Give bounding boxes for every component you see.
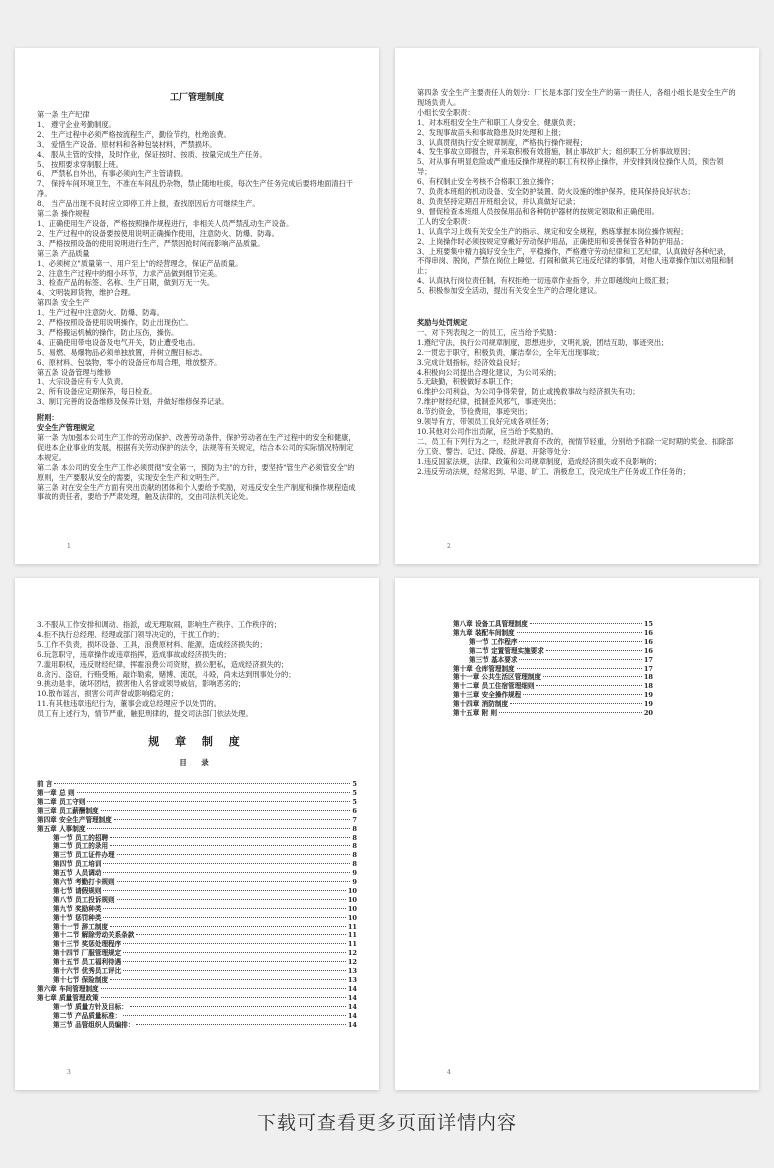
toc-entry-label: 第十四章 消防制度 xyxy=(453,700,509,709)
text-line: 6.玩忽职守，违章操作或违章指挥，造成事故或经济损失的； xyxy=(37,649,231,659)
toc-entry-page: 20 xyxy=(643,709,653,718)
toc-leader-dots xyxy=(110,979,346,980)
toc-entry[interactable] xyxy=(37,780,357,789)
download-more-footer: 下载可查看更多页面详情内容 xyxy=(256,1112,517,1134)
toc-entry-label: 第三节 员工证件办理 xyxy=(53,851,115,860)
toc-entry-page: 5 xyxy=(352,797,357,806)
text-line: 3、上班要集中精力搞好安全生产，平稳操作，严格遵守劳动纪律和工艺纪律，认真做好各种纪录，不得串岗、脱岗，严禁在岗位上睡觉、打闹和做其它违反纪律的事情，对他人违章操作加以劝阻和制止； xyxy=(417,246,734,276)
toc-leader-dots xyxy=(101,997,346,998)
toc-entry-page: 14 xyxy=(347,984,357,993)
text-line: 1、对本班组安全生产和职工人身安全、健康负责； xyxy=(417,117,580,127)
text-line: 2.一贯忠于职守，积极负责，廉洁奉公，全年无出现事故； xyxy=(417,347,604,357)
toc-entry-page: 16 xyxy=(643,646,653,655)
toc-entry-label: 第一节 工作程序 xyxy=(469,637,518,646)
text-line: 1.违反国家法规，法律、政策和公司规章制度，造成经济损失或不良影响的； xyxy=(417,456,662,466)
toc-entry-label: 第六章 车间管理制度 xyxy=(37,984,99,993)
text-line: 1、大宗设备应有专人负责。 xyxy=(37,377,128,387)
toc-entry-label: 第十二节 解除劳动关系条款 xyxy=(53,931,135,940)
appendix-label: 附则： xyxy=(37,413,59,423)
toc-entry-page: 16 xyxy=(643,628,653,637)
toc-leader-dots xyxy=(123,970,346,971)
toc-leader-dots xyxy=(87,828,350,829)
toc-entry[interactable] xyxy=(37,994,357,1003)
toc-entry[interactable] xyxy=(453,682,653,691)
toc-entry-label: 第十四节 厂服管理规定 xyxy=(53,949,122,958)
appendix-title: 安全生产管理规定 xyxy=(37,423,95,433)
toc-entry-label: 第五章 人事制度 xyxy=(37,824,86,833)
toc-entry[interactable] xyxy=(453,647,653,656)
toc-entry[interactable] xyxy=(37,825,357,834)
toc-entry-label: 前 言 xyxy=(37,780,53,789)
toc-leader-dots xyxy=(103,908,345,909)
table-of-contents xyxy=(453,620,653,718)
toc-entry-page: 10 xyxy=(347,904,357,913)
text-line: 第一条 为加强本公司生产工作的劳动保护、改善劳动条件，保护劳动者在生产过程中的安全和健康，促进本企业事业的发展，根据有关劳动保护的法令，法规等有关规定，结合本公司的实际情况特制定本规定。 xyxy=(37,433,356,462)
toc-entry-label: 第十六节 优秀员工评比 xyxy=(53,967,122,976)
toc-leader-dots xyxy=(114,819,351,820)
page-title: 工厂管理制度 xyxy=(169,93,224,103)
text-line: 第三条 产品质量 xyxy=(37,248,90,258)
reward-title: 奖励与处罚规定 xyxy=(417,318,468,328)
text-line: 9、督促检查本班组人员按保用品和各种防护器材的按规定领取和正确使用。 xyxy=(417,206,659,216)
toc-leader-dots xyxy=(510,703,642,704)
text-line: 1、认真学习上级有关安全生产的指示、规定和安全规程，熟练掌握本岗位操作规程； xyxy=(417,226,688,236)
text-line: 2、注意生产过程中的细小环节，力求产品做到细节完美。 xyxy=(37,268,222,278)
text-line: 1、必须树立"质量第一、用户至上"的经营理念，保证产品质量。 xyxy=(37,258,243,268)
toc-entry-page: 8 xyxy=(352,851,357,860)
toc-entry-page: 5 xyxy=(352,780,357,789)
page-number: 3 xyxy=(67,1069,71,1076)
toc-leader-dots xyxy=(499,712,642,713)
text-line: 一、对下列表现之一的员工，应当给予奖励： xyxy=(417,327,561,337)
toc-leader-dots xyxy=(117,881,351,882)
toc-leader-dots xyxy=(101,810,351,811)
text-line: 1、正确使用生产设备，严格按照操作规程进行，非相关人员严禁乱动生产设备。 xyxy=(37,218,294,228)
toc-entry[interactable] xyxy=(37,807,357,816)
toc-entry-page: 16 xyxy=(643,637,653,646)
toc-entry-label: 第十五节 员工福利待遇 xyxy=(53,958,122,967)
text-line: 3、严格搬运机械的操作，防止压伤，操伤。 xyxy=(37,327,179,337)
toc-entry-page: 5 xyxy=(352,788,357,797)
toc-entry[interactable] xyxy=(37,967,357,976)
toc-entry-label: 第九节 奖励种类 xyxy=(53,904,102,913)
toc-entry[interactable] xyxy=(453,638,653,647)
toc-entry-page: 12 xyxy=(347,958,357,967)
toc-entry[interactable] xyxy=(37,842,357,851)
text-line: 第三条 对在安全生产方面有突出贡献的团体和个人要给予奖励，对违反安全生产制度和操作规程造成事故的责任者，要给予严肃处理，触及法律的，交由司法机关论处。 xyxy=(37,482,356,502)
toc-entry-label: 第十五章 附 则 xyxy=(453,709,498,718)
toc-entry-page: 7 xyxy=(352,815,357,824)
text-line: 2、严格按照设备使用说明操作，防止出现伤亡。 xyxy=(37,318,193,328)
toc-entry-page: 13 xyxy=(347,967,357,976)
page-number: 4 xyxy=(447,1069,451,1076)
document-page-4 xyxy=(395,578,759,1090)
text-line: 第四条 安全生产主要责任人的划分：厂长是本部门安全生产的第一责任人，各组小组长是安全生产的现场负责人。 xyxy=(417,88,736,107)
toc-entry-page: 8 xyxy=(352,842,357,851)
toc-entry-page: 19 xyxy=(643,691,653,700)
toc-entry[interactable] xyxy=(453,709,653,718)
toc-entry-page: 15 xyxy=(643,620,653,628)
toc-entry[interactable] xyxy=(37,798,357,807)
toc-subtitle: 目 录 xyxy=(179,758,215,768)
toc-entry[interactable] xyxy=(453,656,653,665)
toc-leader-dots xyxy=(130,1006,346,1007)
toc-entry-label: 第四节 员工培训 xyxy=(53,860,102,869)
text-line: 4.拒不执行总经理、经理或部门领导决定的，干扰工作的； xyxy=(37,629,224,639)
toc-leader-dots xyxy=(54,783,350,784)
text-line: 员工有上述行为，情节严重，触犯刑律的，提交司法部门依法处理。 xyxy=(37,709,253,719)
toc-entry[interactable] xyxy=(37,985,357,994)
text-line: 1、生产过程中注意防火、防爆、防毒。 xyxy=(37,308,164,318)
text-line: 3、认真贯彻执行安全规章制度，严格执行操作规程； xyxy=(417,137,587,147)
text-line: 6、有权制止安全考核不合格职工独立操作； xyxy=(417,177,559,187)
toc-entry-label: 第五节 人员调动 xyxy=(53,869,102,878)
toc-leader-dots xyxy=(87,801,350,802)
toc-leader-dots xyxy=(103,872,350,873)
toc-leader-dots xyxy=(123,943,346,944)
toc-entry-label: 第三节 基本要求 xyxy=(469,655,518,664)
text-line: 2、发现事故苗头和事故隐患及时处理和上报； xyxy=(417,127,566,137)
text-line: 第四条 安全生产 xyxy=(37,298,90,308)
toc-leader-dots xyxy=(123,1015,346,1016)
toc-entry-page: 17 xyxy=(643,655,653,664)
toc-entry-page: 11 xyxy=(347,931,357,940)
toc-entry-label: 第一节 质量方针及目标： xyxy=(53,1002,128,1011)
toc-entry-page: 14 xyxy=(347,1011,357,1020)
text-line: 1、 遵守企业考勤制度。 xyxy=(37,119,116,129)
text-line: 2、生产过程中的设备要按使用说明正确操作使用，注意防火、防爆、防毒。 xyxy=(37,228,279,238)
document-page-3 xyxy=(15,578,379,1090)
toc-entry[interactable] xyxy=(453,629,653,638)
page2-body-b xyxy=(417,328,737,477)
toc-entry-page: 8 xyxy=(352,833,357,842)
text-line: 3.不服从工作安排和调动、指派，或无理取闹，影响生产秩序、工作秩序的； xyxy=(37,620,282,629)
document-page-1 xyxy=(15,48,379,564)
toc-entry-page: 14 xyxy=(347,1002,357,1011)
page2-body-a xyxy=(417,88,737,296)
toc-entry[interactable] xyxy=(37,958,357,967)
toc-leader-dots xyxy=(530,623,642,624)
toc-entry-label: 第三节 品管组织人员编排： xyxy=(53,1020,135,1029)
text-line: 5、 按照要求穿制服上班。 xyxy=(37,159,123,169)
text-line: 4.积极向公司提出合理化建议，为公司采纳； xyxy=(417,367,561,377)
text-line: 6、 严禁私自外出，有事必须向生产主管请假。 xyxy=(37,169,188,179)
text-line: 第五条 设备管理与维修 xyxy=(37,367,112,377)
toc-leader-dots xyxy=(543,676,642,677)
toc-entry-label: 第八章 设备工具管理制度 xyxy=(453,620,528,628)
toc-entry-page: 12 xyxy=(347,949,357,958)
toc-entry-page: 8 xyxy=(352,824,357,833)
toc-leader-dots xyxy=(77,792,351,793)
text-line: 5.工作不负责，损坏设备、工具，浪费原材料、能源，造成经济损失的； xyxy=(37,639,267,649)
text-line: 10.散布谣言，损害公司声誉或影响稳定的； xyxy=(37,689,178,699)
toc-entry-page: 18 xyxy=(643,682,653,691)
text-line: 2、所有设备应定期保养，每日检查。 xyxy=(37,387,157,397)
toc-entry[interactable] xyxy=(37,789,357,798)
text-line: 1.遵纪守法，执行公司规章制度，思想进步，文明礼貌，团结互助，事迹突出； xyxy=(417,337,669,347)
text-line: 小组长安全职责： xyxy=(417,107,475,117)
toc-entry-page: 11 xyxy=(347,922,357,931)
toc-entry[interactable] xyxy=(453,700,653,709)
toc-entry-label: 第三章 员工薪酬制度 xyxy=(37,806,99,815)
toc-entry-label: 第二节 产品质量标准： xyxy=(53,1011,122,1020)
text-line: 工人的安全职责： xyxy=(417,216,475,226)
table-of-contents xyxy=(37,780,357,1029)
text-line: 4、发生事故立即报告，并采取积极有效措施，制止事故扩大；组织职工分析事故原因； xyxy=(417,147,695,157)
text-line: 3、 爱惜生产设备、原材料和各种包装材料，严禁损坏。 xyxy=(37,139,217,149)
toc-entry-page: 9 xyxy=(352,869,357,878)
toc-entry-page: 8 xyxy=(352,860,357,869)
text-line: 8.节约资金，节俭费用，事迹突出； xyxy=(417,407,532,417)
text-line: 9.领导有方，带领员工良好完成各项任务； xyxy=(417,417,554,427)
text-line: 4、认真执行岗位责任制，有权拒绝一切违章作业指令，并立即越级向上级汇报； xyxy=(417,276,674,286)
toc-entry-page: 14 xyxy=(347,1020,357,1029)
toc-entry-label: 第十三节 奖惩处理程序 xyxy=(53,940,122,949)
toc-leader-dots xyxy=(536,685,641,686)
text-line: 3、制订完善的设备维修及保养计划，并做好维修保养记录。 xyxy=(37,397,229,407)
toc-entry-label: 第二章 员工守则 xyxy=(37,797,86,806)
text-line: 第二条 操作规程 xyxy=(37,209,90,219)
toc-leader-dots xyxy=(519,641,641,642)
toc-entry[interactable] xyxy=(37,914,357,923)
page1-body xyxy=(37,110,357,407)
toc-entry[interactable] xyxy=(453,691,653,700)
toc-entry-label: 第一节 员工的招聘 xyxy=(53,833,109,842)
toc-leader-dots xyxy=(117,854,351,855)
toc-entry-label: 第九章 装配车间制度 xyxy=(453,628,515,637)
toc-entry-label: 第七章 质量管理政策 xyxy=(37,993,99,1002)
toc-entry[interactable] xyxy=(37,878,357,887)
toc-entry[interactable] xyxy=(37,860,357,869)
toc-entry[interactable] xyxy=(37,816,357,825)
toc-entry[interactable] xyxy=(453,673,653,682)
text-line: 8、 当产品出现不良时应立即停工并上报，查找原因后方可继续生产。 xyxy=(37,199,260,209)
toc-leader-dots xyxy=(103,863,350,864)
toc-leader-dots xyxy=(123,961,346,962)
page3-body xyxy=(37,620,357,719)
toc-entry-page: 10 xyxy=(347,913,357,922)
text-line: 4、正确使用带电设备及电气开关，防止遭受电击。 xyxy=(37,337,200,347)
toc-entry[interactable] xyxy=(37,905,357,914)
text-line: 7.维护财经纪律，抵制歪风邪气，事迹突出； xyxy=(417,397,561,407)
toc-leader-dots xyxy=(103,890,345,891)
toc-leader-dots xyxy=(117,899,346,900)
toc-entry-page: 10 xyxy=(347,895,357,904)
text-line: 3、严格按照设备的使用说明进行生产，严禁因抢时间而影响产品质量。 xyxy=(37,238,265,248)
toc-leader-dots xyxy=(523,694,642,695)
toc-leader-dots xyxy=(101,988,346,989)
toc-leader-dots xyxy=(110,926,346,927)
toc-entry-label: 第十三章 安全操作规程 xyxy=(453,691,522,700)
text-line: 8、负责坚持定期召开班组会议，并认真做好记录； xyxy=(417,196,580,206)
text-line: 9.挑动是非，破坏团结，损害他人名誉或领导威信，影响恶劣的； xyxy=(37,679,246,689)
text-line: 5、易燃、易爆物品必须单独放置，并树立醒目标志。 xyxy=(37,347,207,357)
toc-entry-page: 14 xyxy=(347,993,357,1002)
toc-title: 规 章 制 度 xyxy=(148,735,246,749)
toc-leader-dots xyxy=(123,952,346,953)
toc-entry-page: 6 xyxy=(352,806,357,815)
toc-leader-dots xyxy=(103,917,345,918)
toc-entry[interactable] xyxy=(37,851,357,860)
toc-entry[interactable] xyxy=(37,1021,357,1030)
toc-leader-dots xyxy=(517,668,642,669)
page-number: 1 xyxy=(67,543,71,550)
text-line: 10.其他对公司作出贡献，应当给予奖励的。 xyxy=(417,427,558,436)
toc-entry[interactable] xyxy=(37,887,357,896)
text-line: 3.完成计划指标，经济效益良好； xyxy=(417,357,525,367)
text-line: 8.贪污、盗窃，行贿受贿，敲诈勒索，赌博、流氓，斗殴，尚未达到刑事处分的； xyxy=(37,669,296,679)
toc-entry-page: 9 xyxy=(352,878,357,887)
toc-entry-label: 第二节 定置管理实施要求 xyxy=(469,646,544,655)
toc-entry-label: 第二节 员工的录用 xyxy=(53,842,109,851)
toc-entry[interactable] xyxy=(37,1012,357,1021)
toc-entry-label: 第八节 员工投诉规则 xyxy=(53,895,115,904)
toc-entry-page: 18 xyxy=(643,673,653,682)
text-line: 6、原材料、包装物，零小的设备应布局合理，堆放整齐。 xyxy=(37,357,222,367)
text-line: 4、文明装卸货物，维护合理。 xyxy=(37,288,136,298)
appendix-body xyxy=(37,433,357,502)
text-line: 6.维护公司利益，为公司争得荣誉，防止或挽救事故与经济损失有功； xyxy=(417,387,640,397)
text-line: 7、负责本班组的机动设备、安全防护装置、防火设施的维护保养，使其保持良好状态； xyxy=(417,187,695,197)
text-line: 第二条 本公司的安全生产工作必须贯彻"安全第一，预防为主"的方针，要坚持"管生产必须管安全"的原则，生产要服从安全的需要，实现安全生产和文明生产。 xyxy=(37,462,355,482)
toc-leader-dots xyxy=(546,650,642,651)
toc-leader-dots xyxy=(136,934,345,935)
toc-entry-label: 第四章 安全生产管理制度 xyxy=(37,815,112,824)
toc-entry[interactable] xyxy=(37,976,357,985)
text-line: 2、上岗操作时必须按规定穿戴好劳动保护用品，正确使用和妥善保管各种防护用品； xyxy=(417,236,688,246)
toc-leader-dots xyxy=(110,845,350,846)
text-line: 2、 生产过程中必须严格按流程生产，勤俭节约，杜绝浪费。 xyxy=(37,129,231,139)
toc-entry-page: 11 xyxy=(347,940,357,949)
toc-leader-dots xyxy=(136,1024,345,1025)
toc-leader-dots xyxy=(519,659,641,660)
toc-entry[interactable] xyxy=(37,940,357,949)
toc-entry[interactable] xyxy=(37,1003,357,1012)
text-line: 3、检查产品的标签、名称、生产日期，做到万无一失。 xyxy=(37,278,215,288)
toc-entry-page: 17 xyxy=(643,664,653,673)
toc-entry[interactable] xyxy=(37,949,357,958)
toc-entry[interactable] xyxy=(37,896,357,905)
toc-entry-label: 第一章 总 则 xyxy=(37,788,75,797)
toc-entry[interactable] xyxy=(453,620,653,629)
document-page-2 xyxy=(395,48,759,564)
toc-entry-label: 第十节 惩罚种类 xyxy=(53,913,102,922)
toc-entry-label: 第十章 仓库管理制度 xyxy=(453,664,515,673)
text-line: 5.无缺勤，积极做好本职工作； xyxy=(417,377,518,387)
page-number: 2 xyxy=(447,543,451,550)
toc-entry-page: 19 xyxy=(643,700,653,709)
text-line: 11.有其他违章违纪行为，董事会或总经理应予以处罚的。 xyxy=(37,699,221,709)
toc-entry-label: 第十二章 员工住宿管理细则 xyxy=(453,682,535,691)
toc-entry[interactable] xyxy=(37,869,357,878)
toc-leader-dots xyxy=(517,632,642,633)
toc-entry-label: 第十七节 保险制度 xyxy=(53,976,109,984)
toc-entry-label: 第十一节 辞工制度 xyxy=(53,922,109,931)
text-line: 7.滥用职权，违反财经纪律，挥霍浪费公司资财，损公肥私，造成经济损失的； xyxy=(37,659,289,669)
text-line: 2.违反劳动法规，经常迟到、早退、旷工、消极怠工，没完成生产任务或工作任务的； xyxy=(417,466,690,476)
toc-entry-page: 13 xyxy=(347,976,357,984)
text-line: 5、对从事有明显危险或严重违反操作规程的职工有权停止操作，并安排到岗位操作人员，预告领导； xyxy=(417,157,724,177)
text-line: 4、 服从主管的安排，及时作业，保证按时、按质、按量完成生产任务。 xyxy=(37,149,267,159)
text-line: 5、积极参加安全活动，提出有关安全生产的合理化建议。 xyxy=(417,286,602,296)
text-line: 二、员工有下列行为之一，经批评教育不改的，视情节轻重，分别给予扣除一定时期的奖金、扣除部分工资、警告、记过、降级、辞退、开除等处分： xyxy=(417,436,734,456)
toc-leader-dots xyxy=(110,837,350,838)
toc-entry-label: 第七节 请假规则 xyxy=(53,886,102,895)
toc-entry-label: 第六节 考勤打卡规则 xyxy=(53,878,115,887)
text-line: 第一条 生产纪律 xyxy=(37,110,90,119)
toc-entry-page: 10 xyxy=(347,886,357,895)
toc-entry-label: 第十一章 公共生活区管理制度 xyxy=(453,673,542,682)
text-line: 7、 保持车间环境卫生，不准在车间乱扔杂物，禁止随地吐痰，每次生产任务完成后要将地面清扫干净。 xyxy=(37,179,353,199)
